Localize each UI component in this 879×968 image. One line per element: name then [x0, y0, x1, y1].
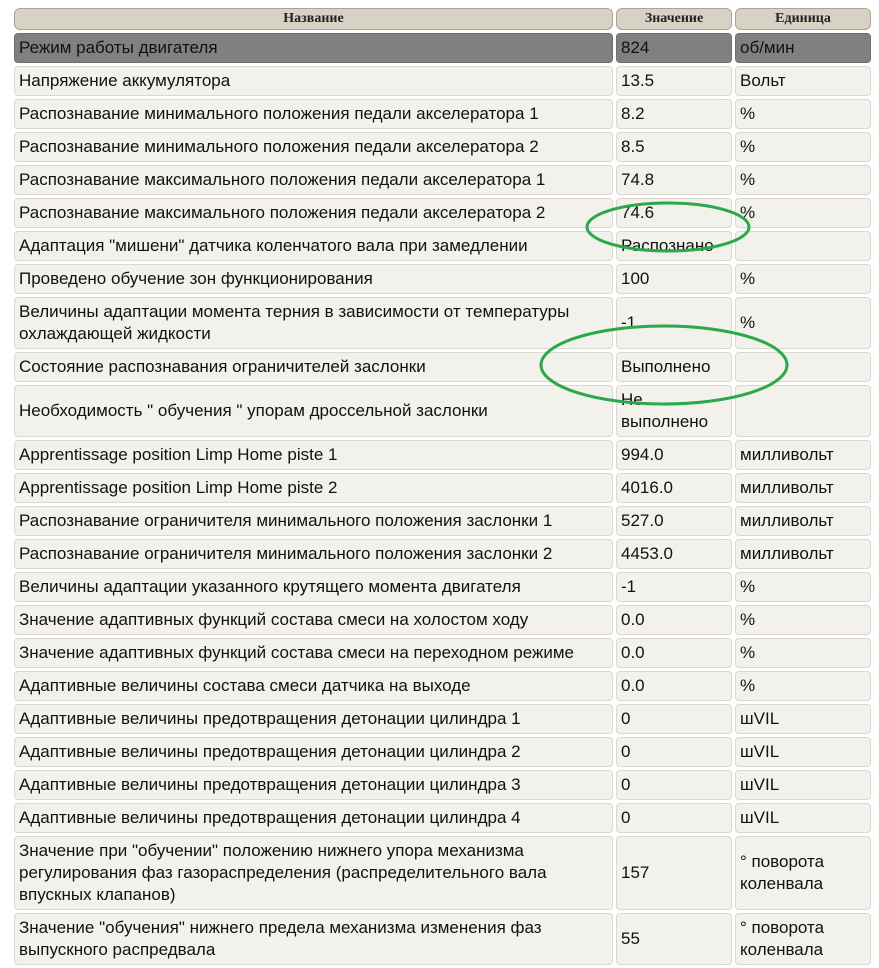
cell-unit: %: [735, 572, 871, 602]
cell-name: Величины адаптации указанного крутящего момента двигателя: [14, 572, 613, 602]
cell-value: Не выполнено: [616, 385, 732, 437]
cell-name: Адаптивные величины предотвращения детонации цилиндра 2: [14, 737, 613, 767]
cell-unit: шVIL: [735, 803, 871, 833]
cell-value: 55: [616, 913, 732, 965]
cell-value: Распознано: [616, 231, 732, 261]
table-row[interactable]: [14, 704, 871, 734]
cell-value: 4453.0: [616, 539, 732, 569]
cell-name: Адаптивные величины предотвращения детонации цилиндра 4: [14, 803, 613, 833]
cell-value: 0: [616, 803, 732, 833]
cell-unit: [735, 385, 871, 437]
cell-name: Напряжение аккумулятора: [14, 66, 613, 96]
table-row[interactable]: [14, 33, 871, 63]
cell-value: 0: [616, 770, 732, 800]
cell-unit: %: [735, 132, 871, 162]
cell-value: 157: [616, 836, 732, 910]
cell-unit: ° поворота коленвала: [735, 836, 871, 910]
table-row[interactable]: [14, 297, 871, 349]
table-row[interactable]: [14, 385, 871, 437]
cell-unit: шVIL: [735, 737, 871, 767]
cell-name: Необходимость " обучения " упорам дроссельной заслонки: [14, 385, 613, 437]
cell-unit: %: [735, 99, 871, 129]
cell-value: Выполнено: [616, 352, 732, 382]
cell-unit: %: [735, 165, 871, 195]
cell-name: Значение адаптивных функций состава смеси на переходном режиме: [14, 638, 613, 668]
cell-name: Распознавание ограничителя минимального положения заслонки 2: [14, 539, 613, 569]
cell-unit: %: [735, 671, 871, 701]
cell-unit: Вольт: [735, 66, 871, 96]
cell-unit: шVIL: [735, 770, 871, 800]
cell-unit: ° поворота коленвала: [735, 913, 871, 965]
cell-unit: %: [735, 638, 871, 668]
cell-name: Проведено обучение зон функционирования: [14, 264, 613, 294]
cell-unit: об/мин: [735, 33, 871, 63]
table-row[interactable]: [14, 539, 871, 569]
cell-name: Режим работы двигателя: [14, 33, 613, 63]
cell-name: Адаптивные величины предотвращения детонации цилиндра 3: [14, 770, 613, 800]
cell-unit: милливольт: [735, 506, 871, 536]
table-row[interactable]: [14, 506, 871, 536]
cell-name: Apprentissage position Limp Home piste 1: [14, 440, 613, 470]
column-header-name[interactable]: Название: [14, 8, 613, 30]
table-row[interactable]: [14, 99, 871, 129]
cell-name: Распознавание максимального положения педали акселератора 2: [14, 198, 613, 228]
cell-value: 4016.0: [616, 473, 732, 503]
cell-unit: милливольт: [735, 440, 871, 470]
cell-value: 0.0: [616, 671, 732, 701]
cell-name: Распознавание ограничителя минимального положения заслонки 1: [14, 506, 613, 536]
cell-value: 824: [616, 33, 732, 63]
table-row[interactable]: [14, 836, 871, 910]
table-row[interactable]: [14, 913, 871, 965]
table-row[interactable]: [14, 352, 871, 382]
cell-value: 994.0: [616, 440, 732, 470]
cell-unit: милливольт: [735, 539, 871, 569]
table-row[interactable]: [14, 132, 871, 162]
cell-name: Адаптивные величины предотвращения детонации цилиндра 1: [14, 704, 613, 734]
cell-unit: %: [735, 264, 871, 294]
cell-unit: шVIL: [735, 704, 871, 734]
table-row[interactable]: [14, 803, 871, 833]
cell-unit: [735, 352, 871, 382]
table-row[interactable]: [14, 737, 871, 767]
cell-name: Распознавание минимального положения педали акселератора 2: [14, 132, 613, 162]
table-row[interactable]: [14, 638, 871, 668]
cell-value: 74.6: [616, 198, 732, 228]
cell-name: Apprentissage position Limp Home piste 2: [14, 473, 613, 503]
cell-value: 8.5: [616, 132, 732, 162]
cell-unit: %: [735, 605, 871, 635]
table-row[interactable]: [14, 231, 871, 261]
cell-name: Адаптивные величины состава смеси датчика на выходе: [14, 671, 613, 701]
cell-value: 74.8: [616, 165, 732, 195]
cell-name: Значение "обучения" нижнего предела механизма изменения фаз выпускного распредвала: [14, 913, 613, 965]
cell-value: 0: [616, 704, 732, 734]
cell-unit: милливольт: [735, 473, 871, 503]
cell-value: 527.0: [616, 506, 732, 536]
table-row[interactable]: [14, 572, 871, 602]
cell-value: 100: [616, 264, 732, 294]
table-row[interactable]: [14, 66, 871, 96]
table-row[interactable]: [14, 264, 871, 294]
cell-name: Значение при "обучении" положению нижнего упора механизма регулирования фаз газораспределения (распределительного вала впускных клапанов): [14, 836, 613, 910]
column-header-unit[interactable]: Единица: [735, 8, 871, 30]
cell-name: Распознавание максимального положения педали акселератора 1: [14, 165, 613, 195]
table-row[interactable]: [14, 605, 871, 635]
cell-value: 0.0: [616, 605, 732, 635]
parameters-table: [11, 5, 874, 968]
table-row[interactable]: [14, 440, 871, 470]
cell-name: Адаптация "мишени" датчика коленчатого вала при замедлении: [14, 231, 613, 261]
cell-value: 0: [616, 737, 732, 767]
cell-value: -1: [616, 297, 732, 349]
cell-value: 13.5: [616, 66, 732, 96]
table-row[interactable]: [14, 770, 871, 800]
cell-name: Величины адаптации момента терния в зависимости от температуры охлаждающей жидкости: [14, 297, 613, 349]
cell-unit: %: [735, 297, 871, 349]
cell-name: Состояние распознавания ограничителей заслонки: [14, 352, 613, 382]
cell-name: Распознавание минимального положения педали акселератора 1: [14, 99, 613, 129]
column-header-value[interactable]: Значение: [616, 8, 732, 30]
cell-name: Значение адаптивных функций состава смеси на холостом ходу: [14, 605, 613, 635]
cell-unit: %: [735, 198, 871, 228]
table-row[interactable]: [14, 198, 871, 228]
cell-value: 0.0: [616, 638, 732, 668]
table-row[interactable]: [14, 671, 871, 701]
cell-unit: [735, 231, 871, 261]
cell-value: -1: [616, 572, 732, 602]
table-row[interactable]: [14, 473, 871, 503]
table-header: [14, 8, 871, 30]
table-row[interactable]: [14, 165, 871, 195]
cell-value: 8.2: [616, 99, 732, 129]
